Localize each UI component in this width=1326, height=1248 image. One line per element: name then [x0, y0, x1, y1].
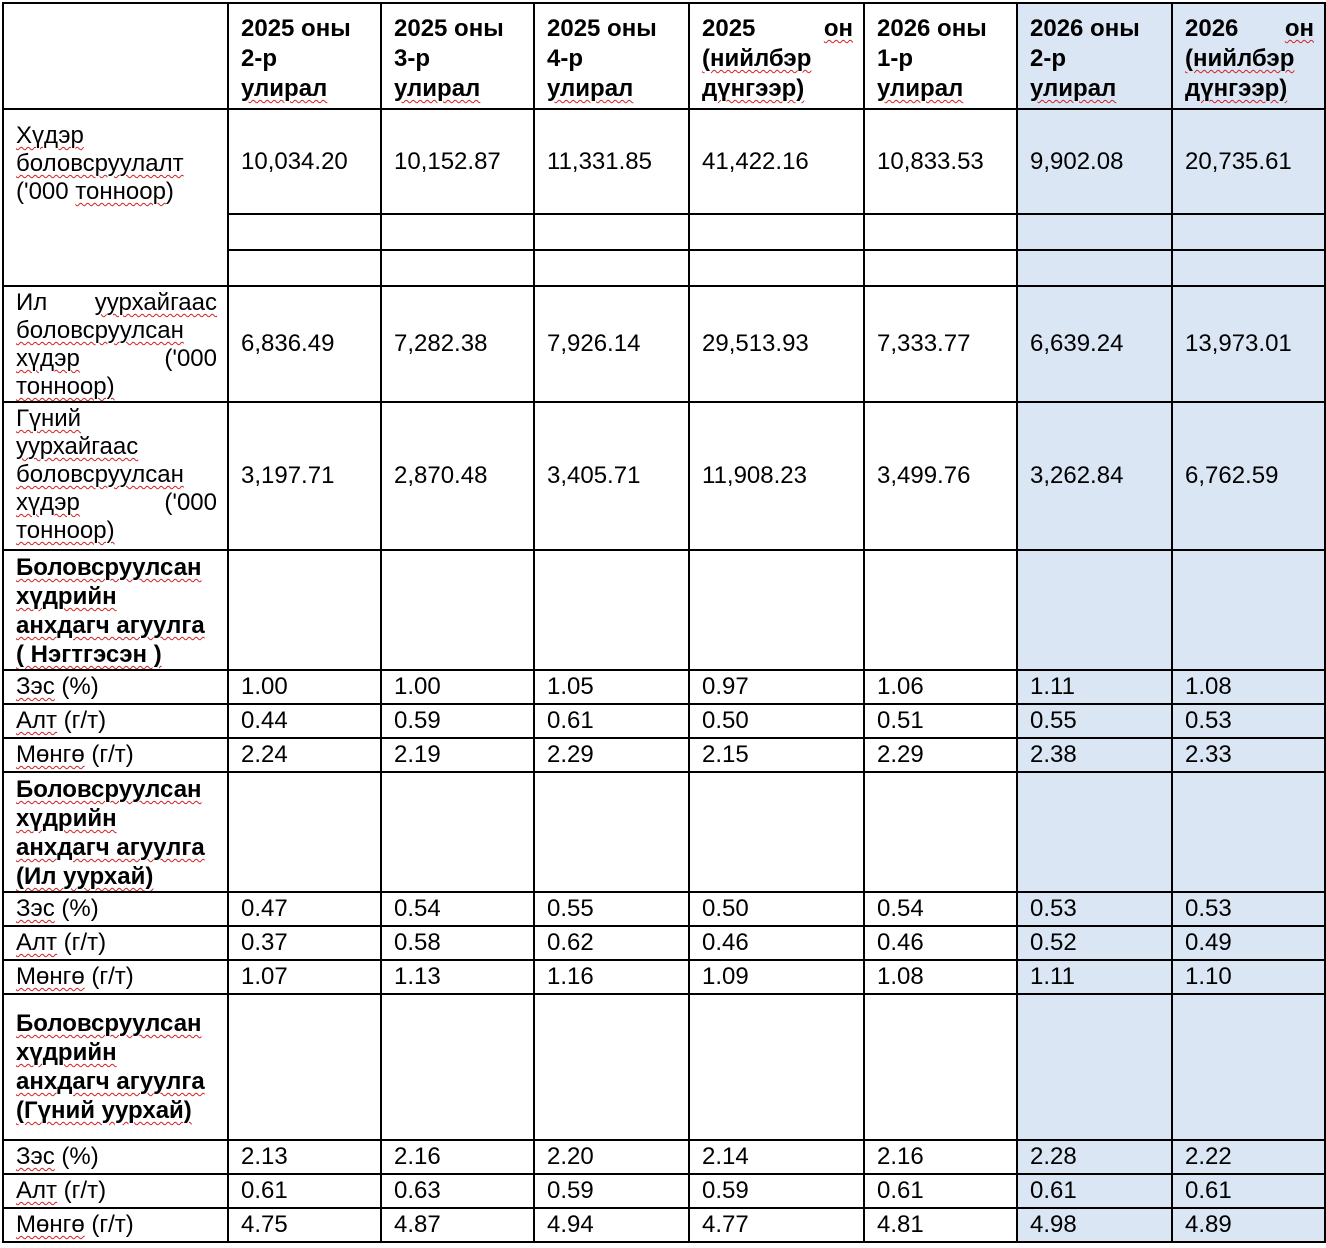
col-header-2026-q1: 2026 оны 1-р улирал	[864, 3, 1017, 109]
empty-cell	[534, 250, 689, 286]
empty-cell	[689, 214, 864, 250]
table-cell: 0.97	[689, 670, 864, 704]
empty-cell	[381, 250, 534, 286]
ore-processing-label: Хүдэр боловсруулалт ('000 тонноор)	[3, 109, 228, 286]
table-row	[3, 960, 1325, 994]
empty-cell	[689, 772, 864, 892]
table-cell: 4.75	[228, 1208, 381, 1242]
table-row	[3, 670, 1325, 704]
table-cell: 7,282.38	[381, 286, 534, 402]
table-row	[3, 1208, 1325, 1242]
table-cell: 2.24	[228, 738, 381, 772]
table-cell: 4.89	[1172, 1208, 1325, 1242]
table-cell: 10,152.87	[381, 109, 534, 214]
table-cell: 0.63	[381, 1174, 534, 1208]
empty-cell	[1017, 250, 1172, 286]
table-cell: 1.05	[534, 670, 689, 704]
empty-cell	[228, 994, 381, 1140]
table-cell: 3,499.76	[864, 402, 1017, 550]
empty-cell	[1017, 994, 1172, 1140]
table-cell: 0.58	[381, 926, 534, 960]
table-cell: 1.00	[381, 670, 534, 704]
table-cell: 0.52	[1017, 926, 1172, 960]
table-cell: 0.47	[228, 892, 381, 926]
table-cell: 1.10	[1172, 960, 1325, 994]
empty-cell	[864, 994, 1017, 1140]
empty-cell	[381, 772, 534, 892]
empty-cell	[534, 772, 689, 892]
table-cell: 6,762.59	[1172, 402, 1325, 550]
table-cell: 2.22	[1172, 1140, 1325, 1174]
empty-cell	[689, 250, 864, 286]
grade-label: Алт (г/т)	[3, 926, 228, 960]
col-header-2026-total: 2026 он (нийлбэр дүнгээр)	[1172, 3, 1325, 109]
section-header-row	[3, 772, 1325, 892]
table-row	[3, 1174, 1325, 1208]
production-table	[2, 2, 1326, 1243]
table-cell: 2.28	[1017, 1140, 1172, 1174]
table-cell: 1.11	[1017, 960, 1172, 994]
empty-cell	[228, 550, 381, 670]
table-cell: 1.07	[228, 960, 381, 994]
grade-label: Зэс (%)	[3, 892, 228, 926]
col-header-2026-q2: 2026 оны 2-р улирал	[1017, 3, 1172, 109]
table-cell: 0.50	[689, 892, 864, 926]
empty-cell	[689, 994, 864, 1140]
grade-label: Мөнгө (г/т)	[3, 1208, 228, 1242]
table-cell: 2.13	[228, 1140, 381, 1174]
empty-cell	[1017, 550, 1172, 670]
table-cell: 2.29	[864, 738, 1017, 772]
empty-cell	[864, 550, 1017, 670]
empty-cell	[381, 550, 534, 670]
table-cell: 6,639.24	[1017, 286, 1172, 402]
table-cell: 0.61	[1172, 1174, 1325, 1208]
table-cell: 0.55	[534, 892, 689, 926]
table-cell: 0.46	[689, 926, 864, 960]
grade-label: Зэс (%)	[3, 670, 228, 704]
col-header-2025-q2: 2025 оны 2-р улирал	[228, 3, 381, 109]
table-row	[3, 704, 1325, 738]
table-cell: 2.20	[534, 1140, 689, 1174]
table-cell: 2.16	[381, 1140, 534, 1174]
table-cell: 2.38	[1017, 738, 1172, 772]
section-title: Боловсруулсан хүдрийн анхдагч агуулга (Ил уурхай)	[3, 772, 228, 892]
table-cell: 2.16	[864, 1140, 1017, 1174]
table-cell: 1.08	[1172, 670, 1325, 704]
table-cell: 0.59	[689, 1174, 864, 1208]
empty-cell	[534, 994, 689, 1140]
table-cell: 0.61	[228, 1174, 381, 1208]
section-header-row	[3, 550, 1325, 670]
table-cell: 20,735.61	[1172, 109, 1325, 214]
header-year-line: 2026 он	[1185, 15, 1314, 42]
empty-cell	[228, 250, 381, 286]
table-cell: 3,405.71	[534, 402, 689, 550]
table-cell: 2.19	[381, 738, 534, 772]
table-cell: 41,422.16	[689, 109, 864, 214]
table-row	[3, 1140, 1325, 1174]
table-cell: 0.44	[228, 704, 381, 738]
table-cell: 4.87	[381, 1208, 534, 1242]
col-header-2025-q3: 2025 оны 3-р улирал	[381, 3, 534, 109]
grade-label: Зэс (%)	[3, 1140, 228, 1174]
grade-label: Алт (г/т)	[3, 1174, 228, 1208]
table-cell: 0.51	[864, 704, 1017, 738]
table-row	[3, 892, 1325, 926]
table-cell: 4.81	[864, 1208, 1017, 1242]
table-cell: 2.15	[689, 738, 864, 772]
section-title: Боловсруулсан хүдрийн анхдагч агуулга ( Нэгтгэсэн )	[3, 550, 228, 670]
empty-cell	[1172, 994, 1325, 1140]
table-cell: 0.61	[1017, 1174, 1172, 1208]
table-cell: 0.50	[689, 704, 864, 738]
table-cell: 0.54	[864, 892, 1017, 926]
col-header-2025-total: 2025 он (нийлбэр дүнгээр)	[689, 3, 864, 109]
empty-cell	[1172, 550, 1325, 670]
header-year-line: 2025 он	[702, 15, 853, 42]
table-row	[3, 926, 1325, 960]
table-cell: 4.77	[689, 1208, 864, 1242]
table-cell: 7,926.14	[534, 286, 689, 402]
table-cell: 9,902.08	[1017, 109, 1172, 214]
table-cell: 13,973.01	[1172, 286, 1325, 402]
empty-cell	[228, 772, 381, 892]
table-cell: 4.98	[1017, 1208, 1172, 1242]
grade-label: Мөнгө (г/т)	[3, 960, 228, 994]
table-cell: 1.09	[689, 960, 864, 994]
grade-sections	[3, 550, 1325, 1242]
empty-cell	[534, 214, 689, 250]
table-cell: 4.94	[534, 1208, 689, 1242]
table-cell: 3,197.71	[228, 402, 381, 550]
table-cell: 0.53	[1172, 704, 1325, 738]
grade-label: Мөнгө (г/т)	[3, 738, 228, 772]
table-cell: 0.59	[381, 704, 534, 738]
table-cell: 0.59	[534, 1174, 689, 1208]
empty-cell	[864, 214, 1017, 250]
table-cell: 29,513.93	[689, 286, 864, 402]
empty-cell	[864, 250, 1017, 286]
empty-cell	[381, 994, 534, 1140]
table-cell: 0.53	[1172, 892, 1325, 926]
table-cell: 0.49	[1172, 926, 1325, 960]
unit-prefix: ('000	[16, 178, 76, 205]
underground-label: Гүний уурхайгаас боловсруулсан хүдэр ('000 тонноор)	[3, 402, 228, 550]
empty-cell	[1172, 214, 1325, 250]
underground-row	[3, 402, 1325, 550]
table-row	[3, 738, 1325, 772]
table-cell: 2.14	[689, 1140, 864, 1174]
open-pit-label: Ил уурхайгаас боловсруулсан хүдэр ('000 тонноор)	[3, 286, 228, 402]
table-cell: 1.13	[381, 960, 534, 994]
section-header-row	[3, 994, 1325, 1140]
table-cell: 1.16	[534, 960, 689, 994]
table-cell: 2.29	[534, 738, 689, 772]
empty-cell	[864, 772, 1017, 892]
empty-cell	[1017, 772, 1172, 892]
empty-cell	[689, 550, 864, 670]
table-cell: 6,836.49	[228, 286, 381, 402]
table-cell: 11,331.85	[534, 109, 689, 214]
col-header-2025-q4: 2025 оны 4-р улирал	[534, 3, 689, 109]
table-cell: 1.06	[864, 670, 1017, 704]
empty-cell	[228, 214, 381, 250]
table-cell: 1.00	[228, 670, 381, 704]
empty-cell	[1172, 250, 1325, 286]
table-cell: 11,908.23	[689, 402, 864, 550]
table-cell: 7,333.77	[864, 286, 1017, 402]
table-cell: 0.55	[1017, 704, 1172, 738]
empty-cell	[1017, 214, 1172, 250]
table-cell: 2.33	[1172, 738, 1325, 772]
grade-label: Алт (г/т)	[3, 704, 228, 738]
table-cell: 0.53	[1017, 892, 1172, 926]
empty-cell	[1172, 772, 1325, 892]
table-cell: 0.54	[381, 892, 534, 926]
table-cell: 10,034.20	[228, 109, 381, 214]
header-row	[3, 3, 1325, 109]
table-cell: 1.11	[1017, 670, 1172, 704]
table-cell: 0.61	[534, 704, 689, 738]
open-pit-row	[3, 286, 1325, 402]
ore-processing-row	[3, 109, 1325, 214]
empty-cell	[534, 550, 689, 670]
table-cell: 2,870.48	[381, 402, 534, 550]
section-title: Боловсруулсан хүдрийн анхдагч агуулга (Гүний уурхай)	[3, 994, 228, 1140]
table-cell: 0.37	[228, 926, 381, 960]
table-cell: 0.61	[864, 1174, 1017, 1208]
header-corner	[3, 3, 228, 109]
table-cell: 10,833.53	[864, 109, 1017, 214]
table-cell: 1.08	[864, 960, 1017, 994]
table-cell: 0.62	[534, 926, 689, 960]
table-cell: 0.46	[864, 926, 1017, 960]
table-cell: 3,262.84	[1017, 402, 1172, 550]
empty-cell	[381, 214, 534, 250]
